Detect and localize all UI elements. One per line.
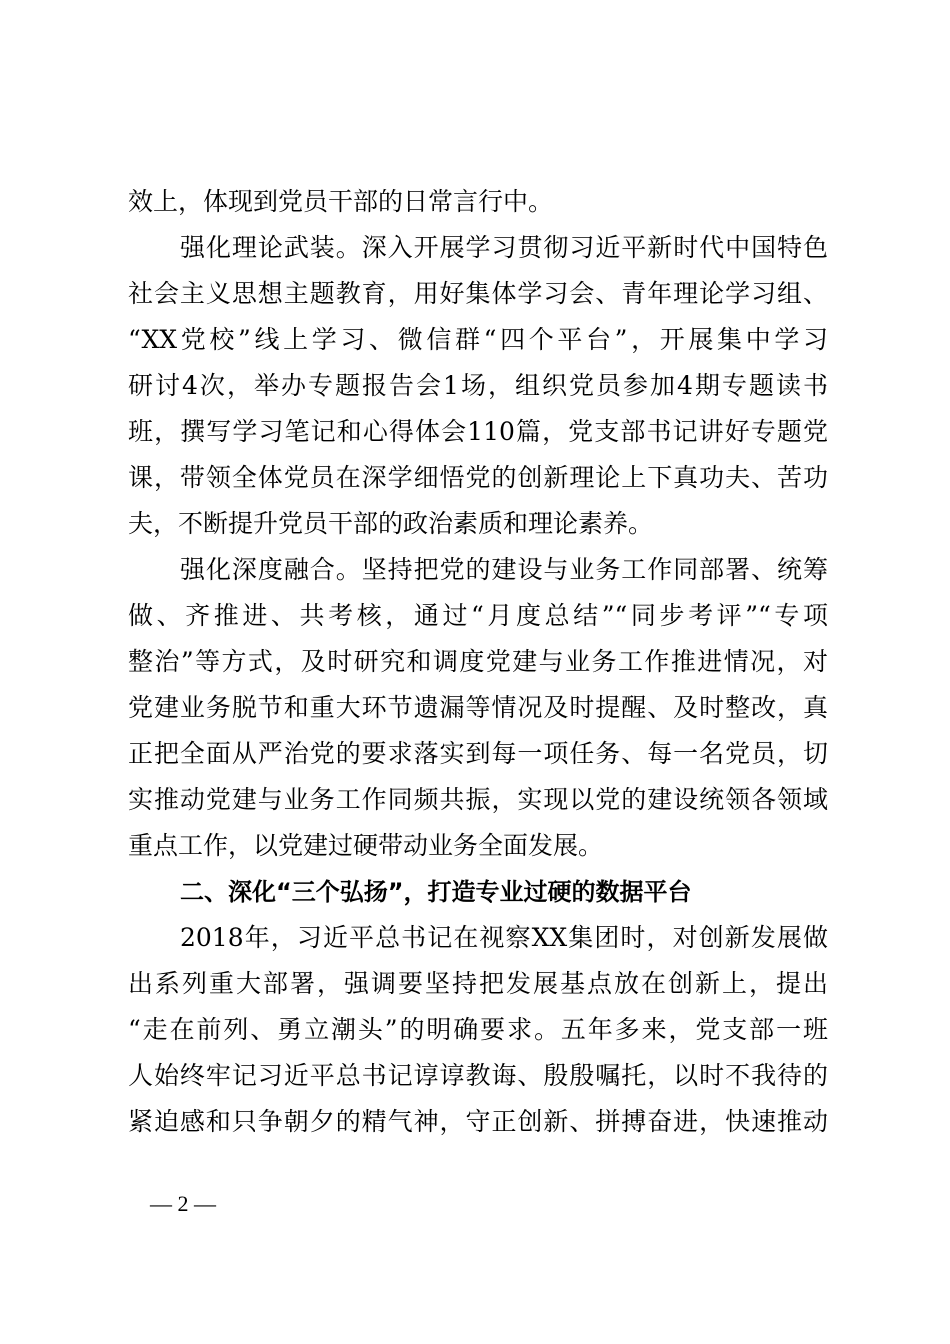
paragraph-line: 紧迫感和只争朝夕的精气神，守正创新、拼搏奋进，快速推动 (128, 1107, 828, 1136)
paragraph-line: “走在前列、勇立潮头”的明确要求。五年多来，党支部一班 (128, 1015, 828, 1044)
paragraph-line: 党建业务脱节和重大环节遗漏等情况及时提醒、及时整改，真 (128, 693, 828, 722)
paragraph-line: 社会主义思想主题教育，用好集体学习会、青年理论学习组、 (128, 279, 828, 308)
paragraph-line: 强化深度融合。坚持把党的建设与业务工作同部署、统筹 (180, 555, 828, 584)
paragraph-line: 整治”等方式，及时研究和调度党建与业务工作推进情况，对 (128, 647, 828, 676)
paragraph-line: 2018年，习近平总书记在视察XX集团时，对创新发展做 (180, 923, 828, 952)
paragraph-line: 出系列重大部署，强调要坚持把发展基点放在创新上，提出 (128, 969, 828, 998)
paragraph-line: 课，带领全体党员在深学细悟党的创新理论上下真功夫、苦功 (128, 463, 828, 492)
paragraph-line: 研讨4次，举办专题报告会1场，组织党员参加4期专题读书 (128, 371, 828, 400)
paragraph-line: 正把全面从严治党的要求落实到每一项任务、每一名党员，切 (128, 739, 828, 768)
paragraph-line: 重点工作，以党建过硬带动业务全面发展。 (128, 831, 604, 860)
paragraph-line: 强化理论武装。深入开展学习贯彻习近平新时代中国特色 (180, 233, 828, 262)
paragraph-line: “XX党校”线上学习、微信群“四个平台”，开展集中学习 (128, 325, 828, 354)
paragraph-line: 人始终牢记习近平总书记谆谆教诲、殷殷嘱托，以时不我待的 (128, 1061, 828, 1090)
section-heading: 二、深化“三个弘扬”，打造专业过硬的数据平台 (180, 878, 692, 906)
paragraph-line: 效上，体现到党员干部的日常言行中。 (128, 187, 554, 216)
page-number: — 2 — (150, 1191, 216, 1216)
paragraph-line: 班，撰写学习笔记和心得体会110篇，党支部书记讲好专题党 (128, 417, 828, 446)
paragraph-line: 做、齐推进、共考核，通过“月度总结”“同步考评”“专项 (128, 601, 828, 630)
paragraph-line: 夫，不断提升党员干部的政治素质和理论素养。 (128, 509, 654, 538)
paragraph-line: 实推动党建与业务工作同频共振，实现以党的建设统领各领域 (128, 785, 828, 814)
